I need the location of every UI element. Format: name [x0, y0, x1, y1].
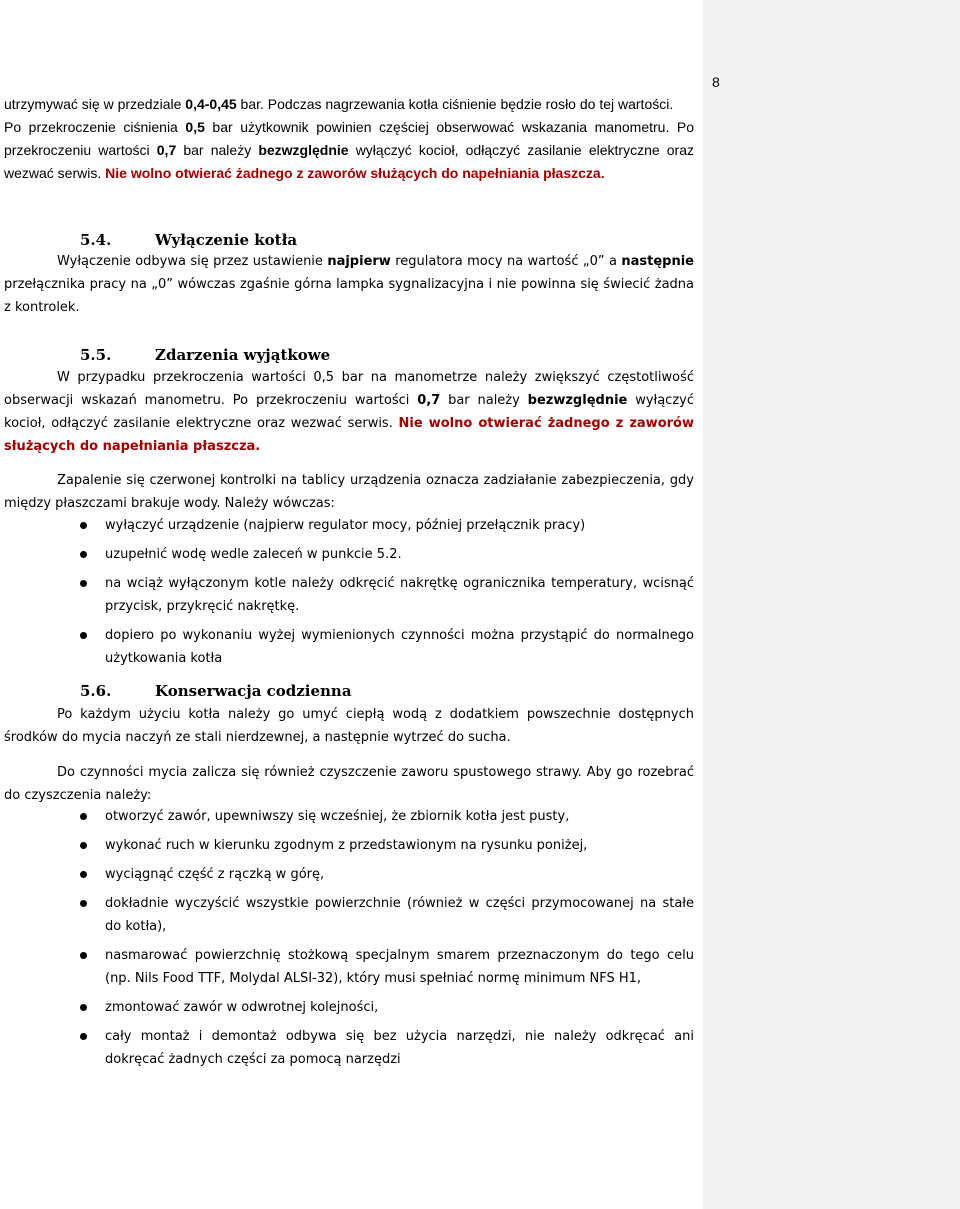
section-5-4-heading: 5.4. Wyłączenie kotła [80, 231, 298, 249]
list-item: dopiero po wykonaniu wyżej wymienionych czynności można przystąpić do normalnego użytkowania kotła [0, 624, 694, 670]
list-item: wyciągnąć część z rączką w górę, [0, 863, 694, 886]
intro-line-1: utrzymywać się w przedziale 0,4-0,45 bar. Podczas nagrzewania kotła ciśnienie będzie rosło do tej wartości. [4, 96, 674, 112]
section-5-6-paragraph-1: Po każdym użyciu kotła należy go umyć ciepłą wodą z dodatkiem powszechnie dostępnych środków do mycia naczyń ze stali nierdzewnej, a następnie wytrzeć do sucha. [4, 707, 694, 745]
list-item: dokładnie wyczyścić wszystkie powierzchnie (również w części przymocowanej na stałe do kotła), [0, 892, 694, 938]
section-5-6-bullet-list [0, 805, 694, 1077]
list-item: otworzyć zawór, upewniwszy się wcześniej, że zbiornik kotła jest pusty, [0, 805, 694, 828]
section-5-6-heading: 5.6. Konserwacja codzienna [80, 682, 352, 700]
list-item: cały montaż i demontaż odbywa się bez użycia narzędzi, nie należy odkręcać ani dokręcać żadnych części za pomocą narzędzi [0, 1025, 694, 1071]
list-item: na wciąż wyłączonym kotle należy odkręcić nakrętkę ogranicznika temperatury, wcisnąć przycisk, przykręcić nakrętkę. [0, 572, 694, 618]
section-5-6-paragraph-2: Do czynności mycia zalicza się również czyszczenie zaworu spustowego strawy. Aby go rozebrać do czyszczenia należy: [4, 765, 694, 803]
list-item: wyłączyć urządzenie (najpierw regulator mocy, później przełącznik pracy) [0, 514, 694, 537]
section-5-5-heading: 5.5. Zdarzenia wyjątkowe [80, 346, 331, 364]
comment-sidebar [703, 0, 960, 1209]
intro-paragraph: Po przekroczenie ciśnienia 0,5 bar użytkownik powinien częściej obserwować wskazania manometru. Po przekroczeniu wartości 0,7 bar należy bezwzględnie wyłączyć kocioł, odłączyć zasilanie elektryczne oraz wezwać serwis. Nie wolno otwierać żadnego z zaworów służących do napełniania płaszcza. [4, 119, 695, 181]
section-5-5-paragraph-2: Zapalenie się czerwonej kontrolki na tablicy urządzenia oznacza zadziałanie zabezpieczenia, gdy między płaszczami brakuje wody. Należy wówczas: [4, 473, 694, 511]
page-number: 8 [712, 74, 720, 90]
list-item: nasmarować powierzchnię stożkową specjalnym smarem przeznaczonym do tego celu (np. Nils Food TTF, Molydal ALSI-32), który musi spełniać normę minimum NFS H1, [0, 944, 694, 990]
list-item: wykonać ruch w kierunku zgodnym z przedstawionym na rysunku poniżej, [0, 834, 694, 857]
list-item: zmontować zawór w odwrotnej kolejności, [0, 996, 694, 1019]
section-5-4-paragraph: Wyłączenie odbywa się przez ustawienie najpierw regulatora mocy na wartość „0” a następnie przełącznika pracy na „0” wówczas zgaśnie górna lampka sygnalizacyjna i nie powinna się świecić żadna z kontrolek. [4, 254, 694, 315]
section-5-5-paragraph-1: W przypadku przekroczenia wartości 0,5 bar na manometrze należy zwiększyć częstotliwość obserwacji wskazań manometru. Po przekroczeniu wartości 0,7 bar należy bezwzględnie wyłączyć kocioł, odłączyć zasilanie elektryczne oraz wezwać serwis. Nie wolno otwierać żadnego z zaworów służących do napełniania płaszcza. [4, 370, 694, 454]
section-5-5-bullet-list [0, 514, 694, 676]
list-item: uzupełnić wodę wedle zaleceń w punkcie 5.2. [0, 543, 694, 566]
